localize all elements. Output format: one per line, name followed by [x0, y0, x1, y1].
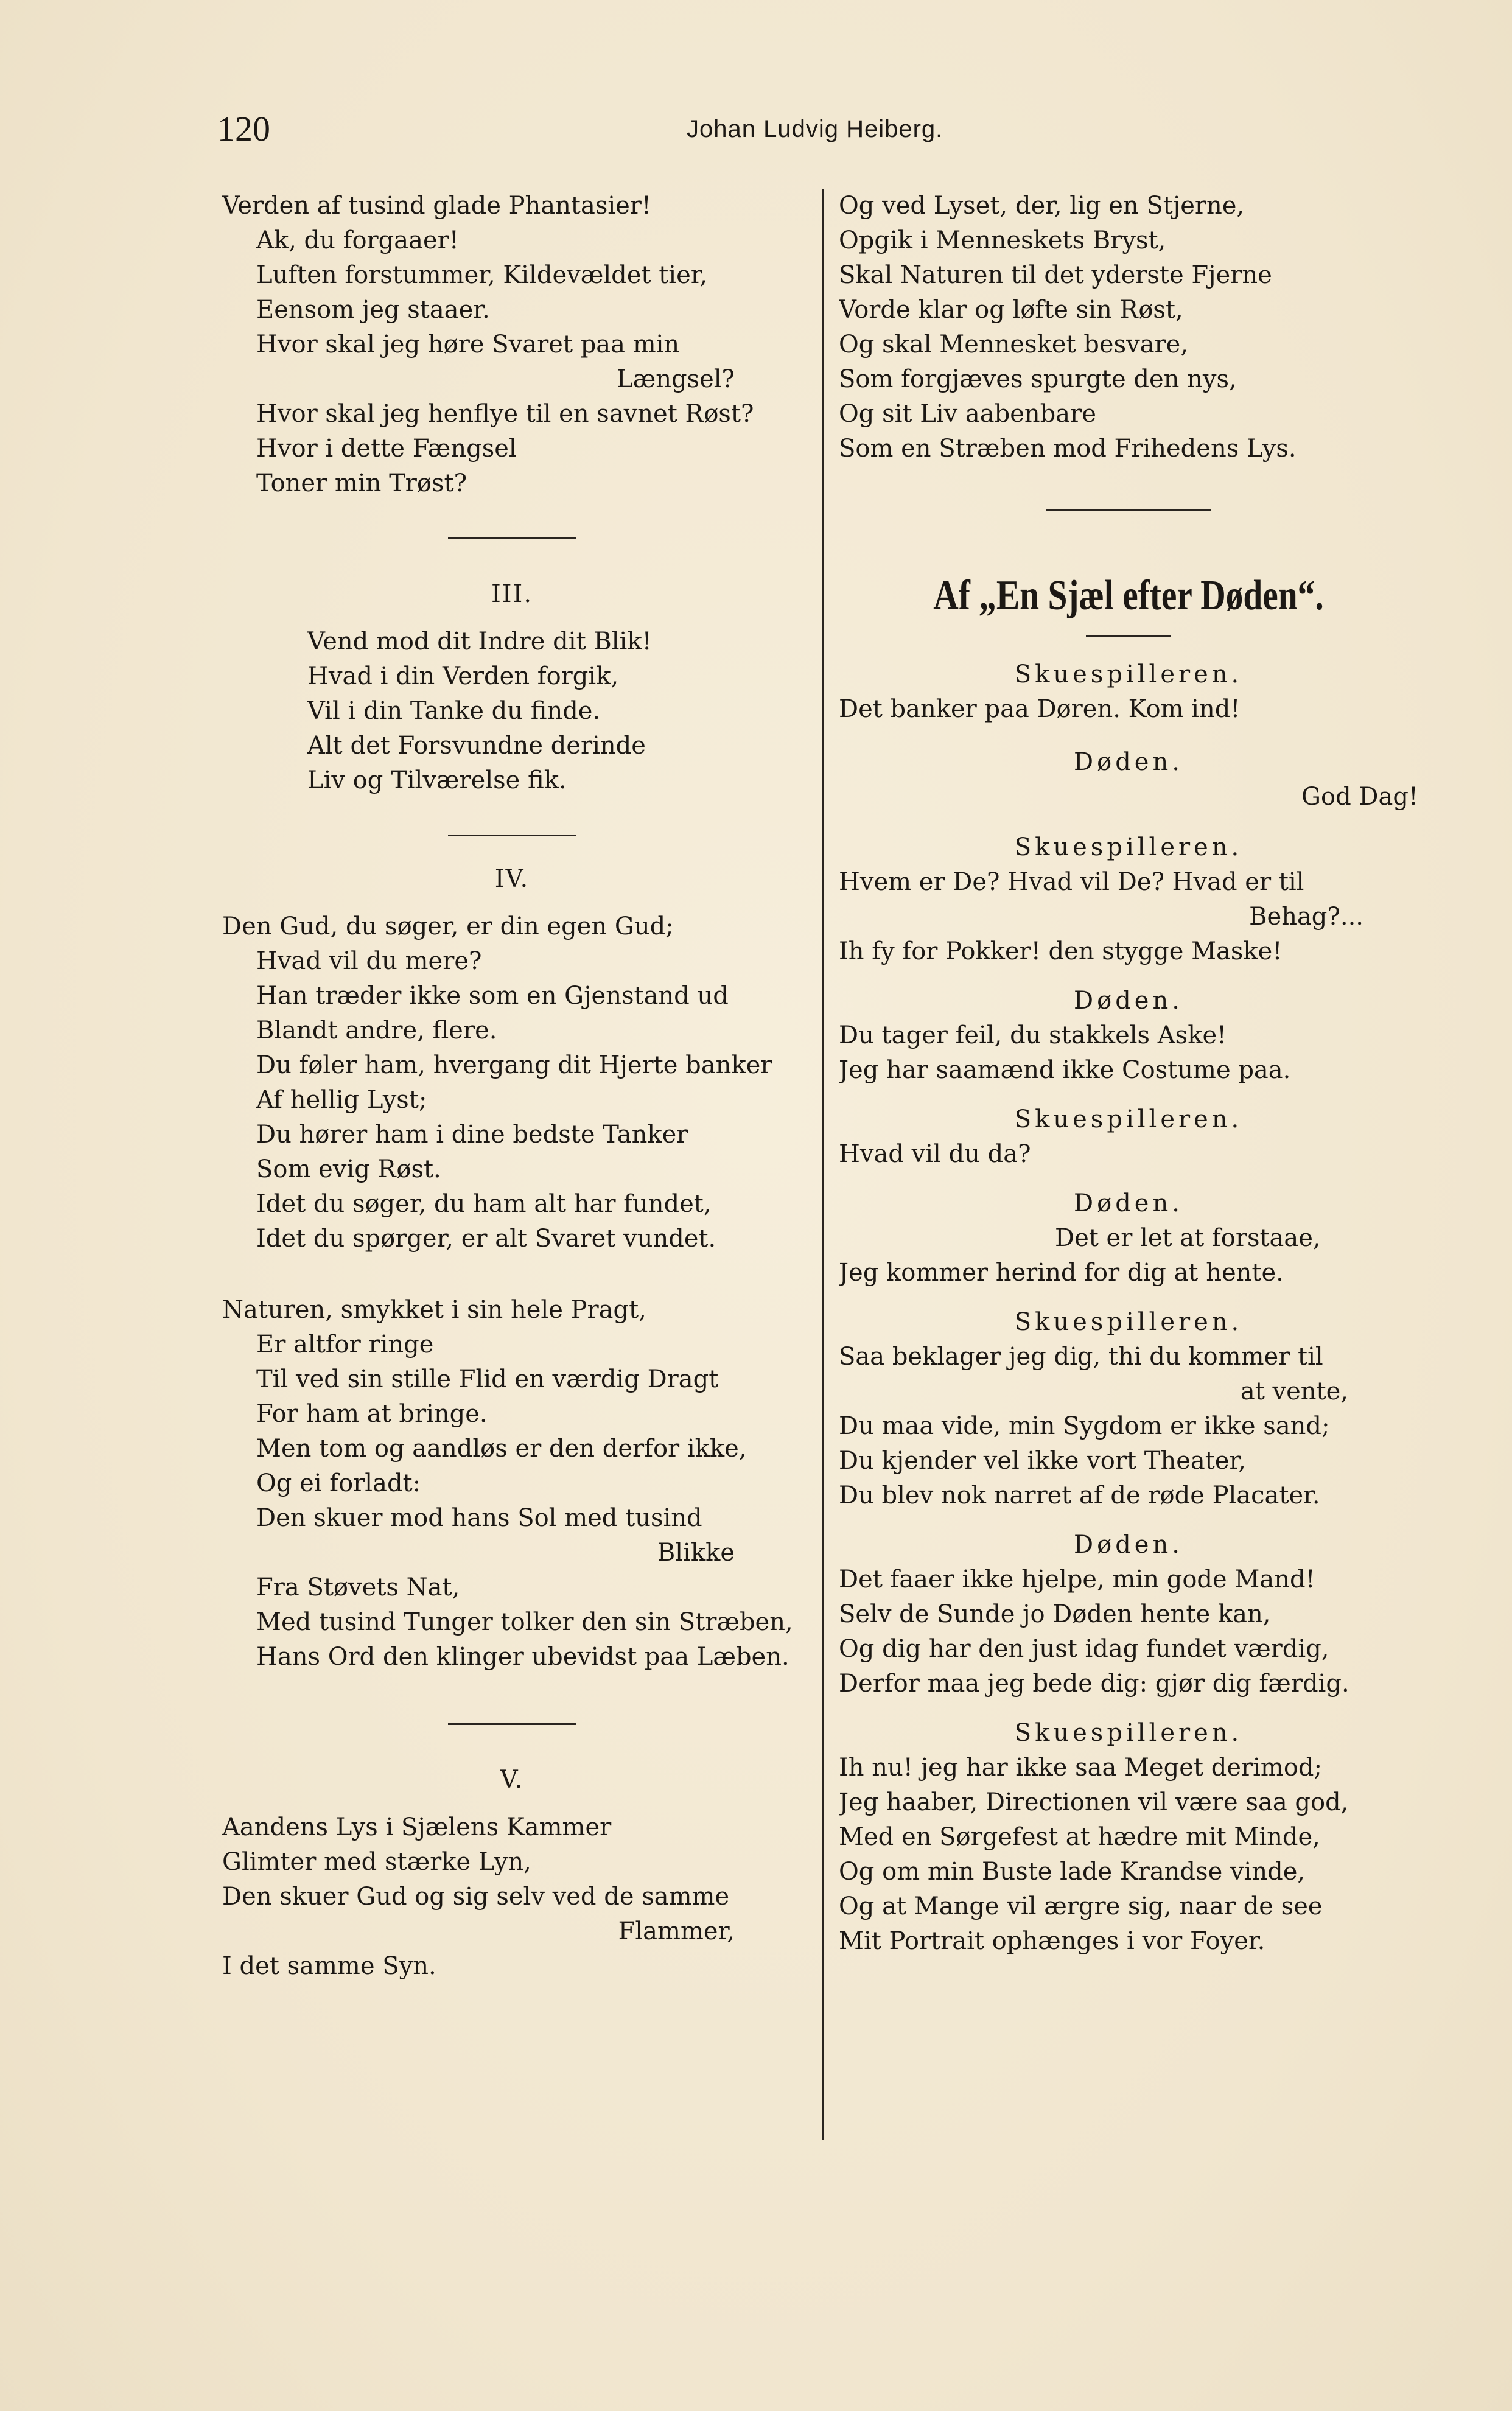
- verse-line: Ak, du forgaaer!: [256, 226, 459, 254]
- verse-line: Og ved Lyset, der, lig en Stjerne,: [839, 192, 1245, 220]
- verse-line: Luften forstummer, Kildevældet tier,: [256, 261, 708, 289]
- poem-stanza: [222, 189, 802, 501]
- verse-line: Er altfor ringe: [256, 1331, 434, 1359]
- speaker-name: Døden.: [1074, 987, 1183, 1015]
- verse-line: Toner min Trøst?: [256, 469, 467, 497]
- verse-line: Den skuer Gud og sig selv ved de samme: [222, 1883, 730, 1911]
- page-number: 120: [217, 109, 270, 149]
- speaker-name: Døden.: [1074, 748, 1183, 776]
- speaker-name: Skuespilleren.: [1014, 1719, 1243, 1747]
- dialogue-line: Ih fy for Pokker! den stygge Maske!: [839, 937, 1283, 965]
- right-column: [839, 189, 1418, 1959]
- dialogue-line: Det banker paa Døren. Kom ind!: [839, 695, 1241, 723]
- verse-line: Og skal Mennesket besvare,: [839, 331, 1189, 359]
- verse-line: Alt det Forsvundne derinde: [307, 732, 646, 760]
- verse-line: Som en Stræben mod Frihedens Lys.: [839, 435, 1297, 463]
- poem-stanza: [222, 909, 802, 1256]
- dialogue-line: Jeg haaber, Directionen vil være saa god,: [839, 1788, 1349, 1816]
- dialogue-continuation: at vente,: [1240, 1377, 1348, 1405]
- verse-line: Som evig Røst.: [256, 1155, 441, 1183]
- verse-line: Skal Naturen til det yderste Fjerne: [839, 261, 1272, 289]
- dialogue-line: Det faaer ikke hjelpe, min gode Mand!: [839, 1566, 1315, 1594]
- speaker-name: Døden.: [1074, 1531, 1183, 1559]
- dialogue-line: Og dig har den just idag fundet værdig,: [839, 1635, 1329, 1663]
- dialogue-line: Jeg kommer herind for dig at hente.: [839, 1259, 1284, 1287]
- section-number: III.: [491, 580, 533, 608]
- scene-heading: Af „En Sjæl efter Døden“.: [933, 572, 1324, 619]
- verse-line: Hvor skal jeg henflye til en savnet Røst?: [256, 400, 754, 428]
- verse-line: Naturen, smykket i sin hele Pragt,: [222, 1296, 646, 1324]
- dialogue-line: Og om min Buste lade Krandse vinde,: [839, 1858, 1306, 1886]
- verse-line: Af hellig Lyst;: [256, 1086, 427, 1114]
- dialogue-line: Og at Mange vil ærgre sig, naar de see: [839, 1892, 1323, 1920]
- dialogue-line: Du blev nok narret af de røde Placater.: [839, 1482, 1320, 1510]
- verse-line: Vil i din Tanke du finde.: [307, 697, 601, 725]
- dialogue-line: Jeg har saamænd ikke Costume paa.: [839, 1056, 1291, 1084]
- verse-line: Du føler ham, hvergang dit Hjerte banker: [256, 1051, 772, 1079]
- dialogue-line: Derfor maa jeg bede dig: gjør dig færdig.: [839, 1670, 1349, 1698]
- speaker-name: Skuespilleren.: [1014, 1308, 1243, 1336]
- dialogue-line: Ih nu! jeg har ikke saa Meget derimod;: [839, 1754, 1323, 1782]
- speaker-name: Skuespilleren.: [1014, 1105, 1243, 1133]
- dialogue-line: Du kjender vel ikke vort Theater,: [839, 1447, 1246, 1475]
- poem-stanza: [222, 1293, 802, 1674]
- dialogue-line: Mit Portrait ophænges i vor Foyer.: [839, 1927, 1265, 1955]
- column-divider: [822, 189, 824, 2140]
- dialogue-line: Selv de Sunde jo Døden hente kan,: [839, 1600, 1271, 1628]
- verse-line: Vend mod dit Indre dit Blik!: [307, 628, 652, 656]
- verse-line: Aandens Lys i Sjælens Kammer: [222, 1813, 612, 1841]
- verse-line: Den Gud, du søger, er din egen Gud;: [222, 912, 674, 940]
- verse-line: Glimter med stærke Lyn,: [222, 1848, 531, 1876]
- verse-line: Han træder ikke som en Gjenstand ud: [256, 982, 729, 1010]
- verse-continuation: Flammer,: [618, 1917, 735, 1945]
- verse-line: Hvad i din Verden forgik,: [307, 662, 619, 690]
- dialogue-line: Saa beklager jeg dig, thi du kommer til: [839, 1343, 1323, 1371]
- verse-line: Til ved sin stille Flid en værdig Dragt: [256, 1365, 719, 1393]
- verse-continuation: Længsel?: [617, 365, 735, 393]
- verse-line: [256, 327, 802, 362]
- verse-line: Hvad vil du mere?: [256, 947, 482, 975]
- dialogue-line: Med en Sørgefest at hædre mit Minde,: [839, 1823, 1320, 1851]
- poem-stanza: [839, 189, 1418, 466]
- verse-line: Hans Ord den klinger ubevidst paa Læben.: [256, 1643, 789, 1671]
- section-number: IV.: [494, 865, 530, 893]
- verse-continuation: Blikke: [657, 1539, 735, 1567]
- speaker-name: Skuespilleren.: [1014, 660, 1243, 688]
- poem-stanza: [222, 1810, 802, 1984]
- verse-line: Fra Støvets Nat,: [256, 1573, 460, 1601]
- dialogue-line: Du maa vide, min Sygdom er ikke sand;: [839, 1412, 1330, 1440]
- verse-line: Opgik i Menneskets Bryst,: [839, 226, 1166, 254]
- speaker-name: Døden.: [1074, 1189, 1183, 1217]
- verse-line: Idet du spørger, er alt Svaret vundet.: [256, 1225, 716, 1253]
- verse-line: Hvor i dette Fængsel: [256, 435, 517, 463]
- verse-line: Idet du søger, du ham alt har fundet,: [256, 1190, 712, 1218]
- verse-line: Den skuer mod hans Sol med tusind: [256, 1504, 702, 1532]
- dialogue-line: God Dag!: [1301, 783, 1418, 811]
- verse-line: For ham at bringe.: [256, 1400, 488, 1428]
- verse-text: Hvor skal jeg høre Svaret paa min: [256, 331, 680, 359]
- verse-line: I det samme Syn.: [222, 1952, 436, 1980]
- verse-line: Eensom jeg staaer.: [256, 296, 490, 324]
- verse-line: Du hører ham i dine bedste Tanker: [256, 1121, 688, 1149]
- verse-line: Og ei forladt:: [256, 1469, 421, 1497]
- verse-line: Med tusind Tunger tolker den sin Stræben,: [256, 1608, 793, 1636]
- dialogue-line: Hvem er De? Hvad vil De? Hvad er til: [839, 868, 1304, 896]
- dialogue-line: Du tager feil, du stakkels Aske!: [839, 1021, 1227, 1049]
- left-column: [222, 189, 802, 1984]
- verse-line: Liv og Tilværelse fik.: [307, 766, 567, 794]
- verse-line: Og sit Liv aabenbare: [839, 400, 1096, 428]
- speaker-name: Skuespilleren.: [1014, 833, 1243, 861]
- verse-line: Som forgjæves spurgte den nys,: [839, 365, 1237, 393]
- running-title: Johan Ludvig Heiberg.: [687, 116, 943, 142]
- dialogue-line: Hvad vil du da?: [839, 1140, 1031, 1168]
- verse-line: Blandt andre, flere.: [256, 1017, 497, 1045]
- dialogue-continuation: Behag?...: [1249, 903, 1363, 931]
- poem-stanza: [307, 625, 802, 798]
- section-number: V.: [500, 1766, 524, 1794]
- verse-line: Vorde klar og løfte sin Røst,: [839, 296, 1183, 324]
- verse-line: Men tom og aandløs er den derfor ikke,: [256, 1435, 747, 1463]
- verse-line: Verden af tusind glade Phantasier!: [222, 192, 651, 220]
- dialogue-line: Det er let at forstaae,: [1055, 1224, 1321, 1252]
